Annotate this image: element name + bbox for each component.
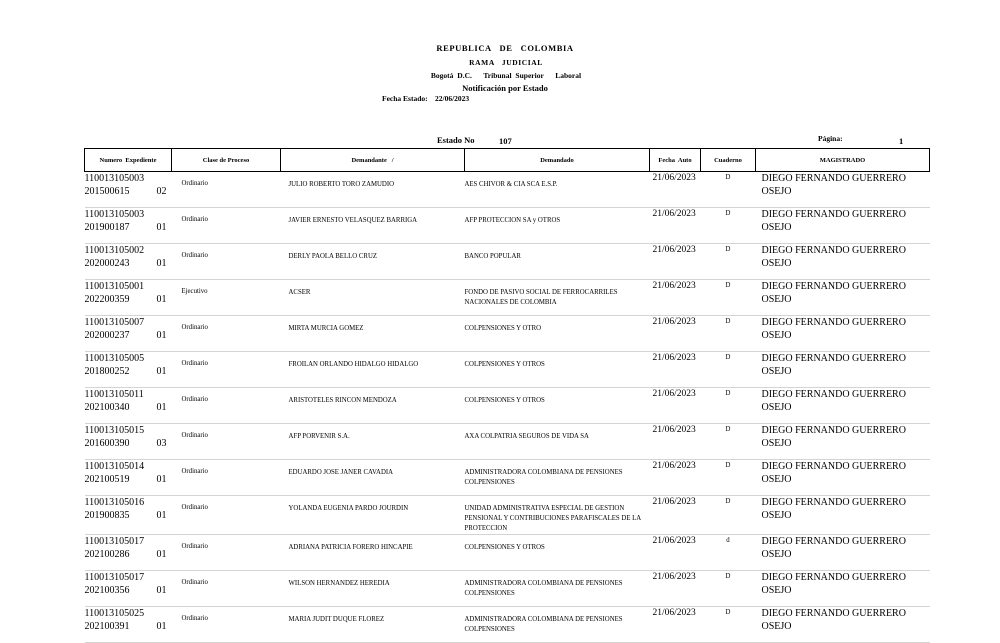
estado-table <box>84 148 930 643</box>
expediente-radicado: 202100340 <box>84 402 130 413</box>
table-header-row <box>85 149 930 172</box>
magistrado-cell <box>756 316 930 352</box>
expediente-number: 110013105003 <box>84 209 145 220</box>
demandado-cell: AES CHIVOR & CIA SCA E.S.P. <box>465 172 650 208</box>
expediente-suffix: 01 <box>156 549 167 560</box>
expediente-cell <box>85 496 172 535</box>
magistrado-cell <box>756 280 930 316</box>
cuaderno-cell: D <box>701 172 756 208</box>
demandado-cell: AFP PROTECCION SA y OTROS <box>465 208 650 244</box>
table-row <box>85 244 930 280</box>
expediente-radicado: 201900835 <box>84 510 130 521</box>
magistrado-surname: OSEJO <box>761 222 792 233</box>
magistrado-cell <box>756 208 930 244</box>
pagina-value: 1 <box>899 136 904 146</box>
expediente-cell <box>85 172 172 208</box>
magistrado-surname: OSEJO <box>761 549 792 560</box>
expediente-cell <box>85 280 172 316</box>
demandante-cell: EDUARDO JOSE JANER CAVADIA <box>281 460 465 496</box>
table-row <box>85 535 930 571</box>
col-header-cuaderno: Cuaderno <box>701 149 756 172</box>
expediente-radicado: 202100356 <box>84 585 130 596</box>
magistrado-cell <box>756 388 930 424</box>
fecha-auto-cell: 21/06/2023 <box>650 460 701 496</box>
magistrado-name: DIEGO FERNANDO GUERRERO <box>761 497 906 508</box>
cuaderno-cell: D <box>701 280 756 316</box>
magistrado-cell <box>756 571 930 607</box>
demandante-cell: ACSER <box>281 280 465 316</box>
demandante-cell: MIRTA MURCIA GOMEZ <box>281 316 465 352</box>
header-tribunal: Bogotá D.C. Tribunal Superior Laboral <box>430 71 582 80</box>
magistrado-surname: OSEJO <box>761 510 792 521</box>
fecha-auto-cell: 21/06/2023 <box>650 280 701 316</box>
demandado-cell: AXA COLPATRIA SEGUROS DE VIDA SA <box>465 424 650 460</box>
expediente-number: 110013105016 <box>84 497 145 508</box>
magistrado-surname: OSEJO <box>761 294 792 305</box>
cuaderno-cell: D <box>701 424 756 460</box>
fecha-auto-cell: 21/06/2023 <box>650 496 701 535</box>
expediente-cell <box>85 607 172 643</box>
magistrado-name: DIEGO FERNANDO GUERRERO <box>761 572 906 583</box>
cuaderno-cell: D <box>701 496 756 535</box>
table-row <box>85 352 930 388</box>
col-header-fecha-auto: Fecha Auto <box>650 149 701 172</box>
col-header-clase: Clase de Proceso <box>172 149 281 172</box>
magistrado-name: DIEGO FERNANDO GUERRERO <box>761 353 906 364</box>
magistrado-cell <box>756 172 930 208</box>
demandante-cell: MARIA JUDIT DUQUE FLOREZ <box>281 607 465 643</box>
clase-proceso-cell: Ordinario <box>172 388 281 424</box>
expediente-cell <box>85 388 172 424</box>
clase-proceso-cell: Ejecutivo <box>172 280 281 316</box>
fecha-auto-cell: 21/06/2023 <box>650 208 701 244</box>
expediente-radicado: 202100391 <box>84 621 130 632</box>
expediente-radicado: 201800252 <box>84 366 130 377</box>
col-header-magistrado: MAGISTRADO <box>756 149 930 172</box>
magistrado-surname: OSEJO <box>761 474 792 485</box>
expediente-suffix: 01 <box>156 294 167 305</box>
estado-no-value: 107 <box>499 136 512 146</box>
magistrado-name: DIEGO FERNANDO GUERRERO <box>761 281 906 292</box>
magistrado-name: DIEGO FERNANDO GUERRERO <box>761 209 906 220</box>
expediente-suffix: 01 <box>156 366 167 377</box>
demandante-cell: FROILAN ORLANDO HIDALGO HIDALGO <box>281 352 465 388</box>
magistrado-name: DIEGO FERNANDO GUERRERO <box>761 425 906 436</box>
fecha-auto-cell: 21/06/2023 <box>650 316 701 352</box>
demandante-cell: ARISTOTELES RINCON MENDOZA <box>281 388 465 424</box>
cuaderno-cell: d <box>701 535 756 571</box>
magistrado-name: DIEGO FERNANDO GUERRERO <box>761 173 906 184</box>
expediente-number: 110013105001 <box>84 281 145 292</box>
magistrado-name: DIEGO FERNANDO GUERRERO <box>761 389 906 400</box>
table-row <box>85 172 930 208</box>
magistrado-cell <box>756 424 930 460</box>
demandado-cell: ADMINISTRADORA COLOMBIANA DE PENSIONES COLPENSIONES <box>465 571 650 607</box>
clase-proceso-cell: Ordinario <box>172 460 281 496</box>
demandado-cell: ADMINISTRADORA COLOMBIANA DE PENSIONES COLPENSIONES <box>465 607 650 643</box>
fecha-estado-label: Fecha Estado: <box>382 94 428 103</box>
expediente-cell <box>85 244 172 280</box>
expediente-radicado: 201600390 <box>84 438 130 449</box>
fecha-auto-cell: 21/06/2023 <box>650 352 701 388</box>
expediente-suffix: 01 <box>156 222 167 233</box>
magistrado-surname: OSEJO <box>761 186 792 197</box>
magistrado-surname: OSEJO <box>761 258 792 269</box>
col-header-demandado: Demandado <box>465 149 650 172</box>
table-row <box>85 424 930 460</box>
expediente-cell <box>85 460 172 496</box>
cuaderno-cell: D <box>701 460 756 496</box>
table-row <box>85 280 930 316</box>
fecha-auto-cell: 21/06/2023 <box>650 244 701 280</box>
clase-proceso-cell: Ordinario <box>172 424 281 460</box>
fecha-auto-cell: 21/06/2023 <box>650 424 701 460</box>
expediente-suffix: 03 <box>156 438 167 449</box>
magistrado-cell <box>756 244 930 280</box>
demandado-cell: COLPENSIONES Y OTRO <box>465 316 650 352</box>
expediente-suffix: 01 <box>156 510 167 521</box>
expediente-suffix: 01 <box>156 621 167 632</box>
expediente-cell <box>85 535 172 571</box>
col-header-expediente: Numero Expediente <box>85 149 172 172</box>
table-row <box>85 607 930 643</box>
demandante-cell: ADRIANA PATRICIA FORERO HINCAPIE <box>281 535 465 571</box>
demandado-cell: COLPENSIONES Y OTROS <box>465 352 650 388</box>
demandado-cell: BANCO POPULAR <box>465 244 650 280</box>
magistrado-cell <box>756 496 930 535</box>
demandante-cell: JULIO ROBERTO TORO ZAMUDIO <box>281 172 465 208</box>
fecha-auto-cell: 21/06/2023 <box>650 535 701 571</box>
demandado-cell: UNIDAD ADMINISTRATIVA ESPECIAL DE GESTION PENSIONAL Y CONTRIBUCIONES PARAFISCALES DE LA PROTECCION <box>465 496 650 535</box>
fecha-estado-value: 22/06/2023 <box>435 94 470 103</box>
expediente-radicado: 202000243 <box>84 258 130 269</box>
expediente-radicado: 201900187 <box>84 222 130 233</box>
expediente-cell <box>85 424 172 460</box>
table-row <box>85 460 930 496</box>
magistrado-surname: OSEJO <box>761 621 792 632</box>
magistrado-name: DIEGO FERNANDO GUERRERO <box>761 608 906 619</box>
demandado-cell: FONDO DE PASIVO SOCIAL DE FERROCARRILES NACIONALES DE COLOMBIA <box>465 280 650 316</box>
cuaderno-cell: D <box>701 244 756 280</box>
expediente-number: 110013105017 <box>84 536 145 547</box>
magistrado-surname: OSEJO <box>761 585 792 596</box>
header-republica: REPUBLICA DE COLOMBIA <box>436 43 574 53</box>
clase-proceso-cell: Ordinario <box>172 607 281 643</box>
header-rama-judicial: RAMA JUDICIAL <box>469 58 543 67</box>
cuaderno-cell: D <box>701 352 756 388</box>
clase-proceso-cell: Ordinario <box>172 244 281 280</box>
cuaderno-cell: D <box>701 607 756 643</box>
expediente-number: 110013105014 <box>84 461 145 472</box>
table-row <box>85 208 930 244</box>
magistrado-cell <box>756 460 930 496</box>
cuaderno-cell: D <box>701 208 756 244</box>
expediente-cell <box>85 571 172 607</box>
expediente-suffix: 01 <box>156 258 167 269</box>
table-row <box>85 571 930 607</box>
expediente-number: 110013105025 <box>84 608 145 619</box>
fecha-auto-cell: 21/06/2023 <box>650 172 701 208</box>
clase-proceso-cell: Ordinario <box>172 571 281 607</box>
expediente-number: 110013105007 <box>84 317 145 328</box>
demandante-cell: JAVIER ERNESTO VELASQUEZ BARRIGA <box>281 208 465 244</box>
expediente-number: 110013105017 <box>84 572 145 583</box>
demandante-cell: YOLANDA EUGENIA PARDO JOURDIN <box>281 496 465 535</box>
fecha-auto-cell: 21/06/2023 <box>650 571 701 607</box>
expediente-number: 110013105003 <box>84 173 145 184</box>
clase-proceso-cell: Ordinario <box>172 208 281 244</box>
expediente-suffix: 02 <box>156 186 167 197</box>
clase-proceso-cell: Ordinario <box>172 316 281 352</box>
magistrado-surname: OSEJO <box>761 438 792 449</box>
table-row <box>85 316 930 352</box>
estado-no-label: Estado No <box>437 135 475 145</box>
expediente-suffix: 01 <box>156 330 167 341</box>
demandado-cell: COLPENSIONES Y OTROS <box>465 535 650 571</box>
expediente-suffix: 01 <box>156 585 167 596</box>
expediente-radicado: 202200359 <box>84 294 130 305</box>
demandante-cell: DERLY PAOLA BELLO CRUZ <box>281 244 465 280</box>
table-row <box>85 388 930 424</box>
expediente-cell <box>85 316 172 352</box>
demandante-cell: AFP PORVENIR S.A. <box>281 424 465 460</box>
fecha-auto-cell: 21/06/2023 <box>650 388 701 424</box>
demandado-cell: ADMINISTRADORA COLOMBIANA DE PENSIONES COLPENSIONES <box>465 460 650 496</box>
demandado-cell: COLPENSIONES Y OTROS <box>465 388 650 424</box>
expediente-radicado: 202000237 <box>84 330 130 341</box>
cuaderno-cell: D <box>701 388 756 424</box>
table-row <box>85 496 930 535</box>
expediente-number: 110013105015 <box>84 425 145 436</box>
magistrado-name: DIEGO FERNANDO GUERRERO <box>761 461 906 472</box>
magistrado-name: DIEGO FERNANDO GUERRERO <box>761 245 906 256</box>
clase-proceso-cell: Ordinario <box>172 496 281 535</box>
expediente-radicado: 202100286 <box>84 549 130 560</box>
demandante-cell: WILSON HERNANDEZ HEREDIA <box>281 571 465 607</box>
magistrado-surname: OSEJO <box>761 330 792 341</box>
expediente-cell <box>85 352 172 388</box>
clase-proceso-cell: Ordinario <box>172 535 281 571</box>
expediente-suffix: 01 <box>156 402 167 413</box>
magistrado-cell <box>756 607 930 643</box>
clase-proceso-cell: Ordinario <box>172 352 281 388</box>
magistrado-name: DIEGO FERNANDO GUERRERO <box>761 317 906 328</box>
expediente-radicado: 201500615 <box>84 186 130 197</box>
clase-proceso-cell: Ordinario <box>172 172 281 208</box>
magistrado-cell <box>756 535 930 571</box>
fecha-auto-cell: 21/06/2023 <box>650 607 701 643</box>
magistrado-name: DIEGO FERNANDO GUERRERO <box>761 536 906 547</box>
pagina-label: Página: <box>818 134 843 143</box>
expediente-number: 110013105011 <box>84 389 144 400</box>
header-notificacion: Notificación por Estado <box>462 83 548 93</box>
expediente-number: 110013105002 <box>84 245 145 256</box>
magistrado-cell <box>756 352 930 388</box>
col-header-demandante: Demandante / <box>281 149 465 172</box>
expediente-number: 110013105005 <box>84 353 145 364</box>
magistrado-surname: OSEJO <box>761 366 792 377</box>
cuaderno-cell: D <box>701 571 756 607</box>
expediente-radicado: 202100519 <box>84 474 130 485</box>
expediente-cell <box>85 208 172 244</box>
expediente-suffix: 01 <box>156 474 167 485</box>
cuaderno-cell: D <box>701 316 756 352</box>
magistrado-surname: OSEJO <box>761 402 792 413</box>
